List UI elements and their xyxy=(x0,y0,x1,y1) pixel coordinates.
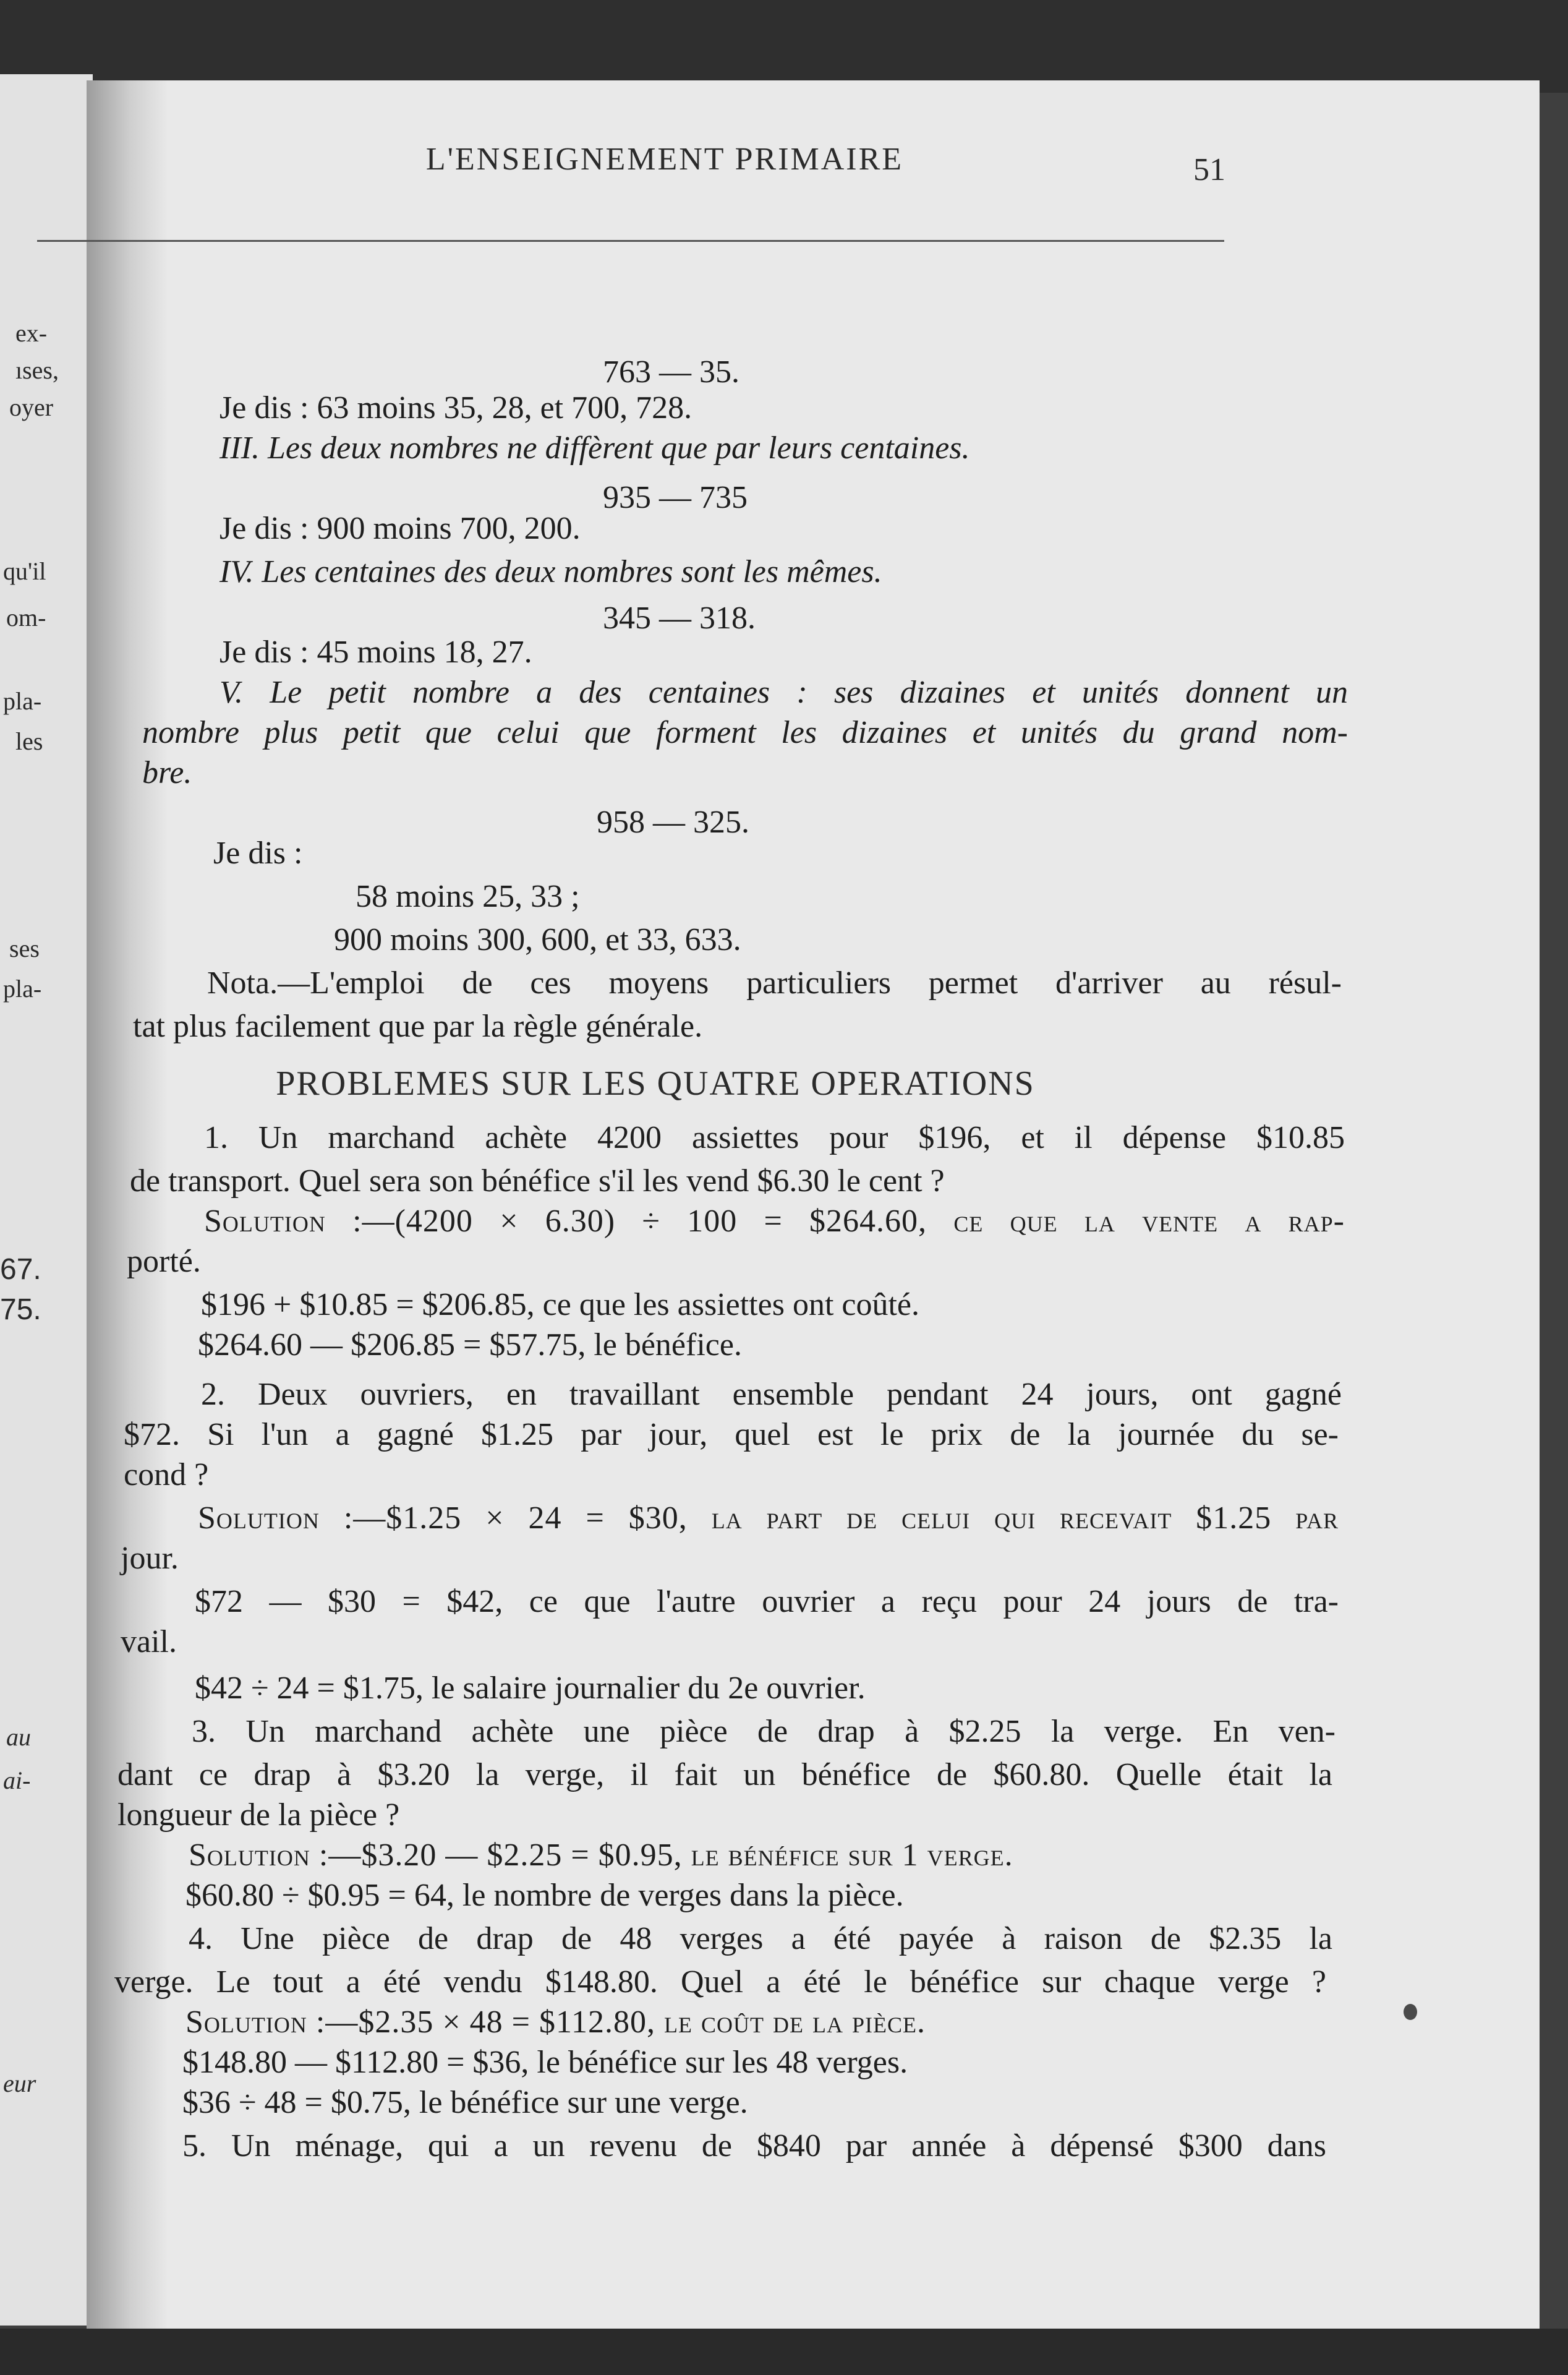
solution-line: vail. xyxy=(121,1624,177,1659)
left-fragment: pla- xyxy=(3,975,42,1003)
nota-line: Nota.—L'emploi de ces moyens particuliers permet d'arriver au résul- xyxy=(207,965,1342,1001)
case-heading: III. Les deux nombres ne diffèrent que par leurs centaines. xyxy=(219,430,970,466)
solution-line: $60.80 ÷ $0.95 = 64, le nombre de verges dans la pièce. xyxy=(185,1878,904,1913)
header-rule xyxy=(37,240,1224,242)
problem-line: 3. Un marchand achète une pièce de drap à $2.25 la verge. En ven- xyxy=(192,1714,1336,1749)
left-fragment: eur xyxy=(3,2069,36,2097)
left-fragment: ai- xyxy=(3,1766,31,1794)
scan-bottom-border xyxy=(0,2329,1568,2375)
solution-line: $42 ÷ 24 = $1.75, le salaire journalier du 2e ouvrier. xyxy=(195,1671,866,1706)
problem-line: dant ce drap à $3.20 la verge, il fait un bénéfice de $60.80. Quelle était la xyxy=(117,1757,1332,1792)
left-fragment: om- xyxy=(6,604,46,631)
left-fragment: qu'il xyxy=(3,557,46,585)
text-line: Je dis : 900 moins 700, 200. xyxy=(219,511,581,546)
ink-spot xyxy=(1404,2004,1417,2020)
left-fragment: pla- xyxy=(3,687,42,715)
solution-line: Solution :—$1.25 × 24 = $30, la part de celui qui recevait $1.25 par xyxy=(198,1500,1339,1536)
problem-line: de transport. Quel sera son bénéfice s'il les vend $6.30 le cent ? xyxy=(130,1163,945,1199)
left-fragment: 67. xyxy=(0,1253,41,1286)
solution-line: Solution :—$2.35 × 48 = $112.80, le coût de la pièce. xyxy=(185,2005,926,2040)
left-page-edge xyxy=(0,74,93,2326)
left-fragment: au xyxy=(6,1723,31,1751)
nota-line: tat plus facilement que par la règle générale. xyxy=(133,1009,703,1044)
problem-line: 4. Une pièce de drap de 48 verges a été payée à raison de $2.35 la xyxy=(189,1921,1332,1956)
left-fragment: oyer xyxy=(9,393,54,421)
running-header: L'ENSEIGNEMENT PRIMAIRE xyxy=(425,142,904,177)
solution-line: $264.60 — $206.85 = $57.75, le bénéfice. xyxy=(198,1327,742,1363)
solution-line: $72 — $30 = $42, ce que l'autre ouvrier a reçu pour 24 jours de tra- xyxy=(195,1584,1339,1619)
solution-line: jour. xyxy=(121,1541,179,1576)
solution-line: Solution :—(4200 × 6.30) ÷ 100 = $264.60, ce que la vente a rap- xyxy=(204,1204,1345,1239)
left-fragment: ex- xyxy=(15,319,48,347)
problem-line: longueur de la pièce ? xyxy=(117,1797,400,1833)
equation: 935 — 735 xyxy=(603,480,748,515)
case-heading: V. Le petit nombre a des centaines : ses dizaines et unités donnent un xyxy=(219,675,1348,710)
problem-line: verge. Le tout a été vendu $148.80. Quel a été le bénéfice sur chaque verge ? xyxy=(114,1964,1326,2000)
text-line: Je dis : xyxy=(213,836,303,871)
solution-line: $196 + $10.85 = $206.85, ce que les assiettes ont coûté. xyxy=(201,1287,920,1322)
solution-line: Solution :—$3.20 — $2.25 = $0.95, le bénéfice sur 1 verge. xyxy=(189,1838,1013,1873)
problem-line: cond ? xyxy=(124,1457,209,1492)
left-fragment: ıses, xyxy=(15,356,59,384)
left-fragment: 75. xyxy=(0,1293,41,1326)
calc-line: 900 moins 300, 600, et 33, 633. xyxy=(334,922,741,957)
left-fragment: ses xyxy=(9,935,40,962)
solution-line: $36 ÷ 48 = $0.75, le bénéfice sur une verge. xyxy=(182,2085,748,2120)
case-heading-cont: nombre plus petit que celui que forment les dizaines et unités du grand nom- xyxy=(142,715,1348,750)
case-heading: IV. Les centaines des deux nombres sont les mêmes. xyxy=(219,554,882,589)
section-heading: PROBLEMES SUR LES QUATRE OPERATIONS xyxy=(276,1064,1035,1103)
scan-top-border xyxy=(0,0,1568,93)
problem-line: $72. Si l'un a gagné $1.25 par jour, quel est le prix de la journée du se- xyxy=(124,1417,1339,1452)
solution-line: porté. xyxy=(127,1244,201,1279)
problem-line: 5. Un ménage, qui a un revenu de $840 par année à dépensé $300 dans xyxy=(182,2128,1326,2163)
problem-line: 1. Un marchand achète 4200 assiettes pour $196, et il dépense $10.85 xyxy=(204,1120,1345,1155)
equation: 345 — 318. xyxy=(603,601,756,636)
solution-line: $148.80 — $112.80 = $36, le bénéfice sur les 48 verges. xyxy=(182,2045,908,2080)
case-heading-cont: bre. xyxy=(142,755,192,790)
text-line: Je dis : 63 moins 35, 28, et 700, 728. xyxy=(219,390,692,426)
text-line: Je dis : 45 moins 18, 27. xyxy=(219,635,532,670)
equation: 958 — 325. xyxy=(597,805,749,840)
problem-line: 2. Deux ouvriers, en travaillant ensemble pendant 24 jours, ont gagné xyxy=(201,1377,1342,1412)
page-number: 51 xyxy=(1193,152,1225,187)
left-fragment: les xyxy=(15,727,43,755)
equation: 763 — 35. xyxy=(603,354,739,390)
calc-line: 58 moins 25, 33 ; xyxy=(356,879,580,914)
